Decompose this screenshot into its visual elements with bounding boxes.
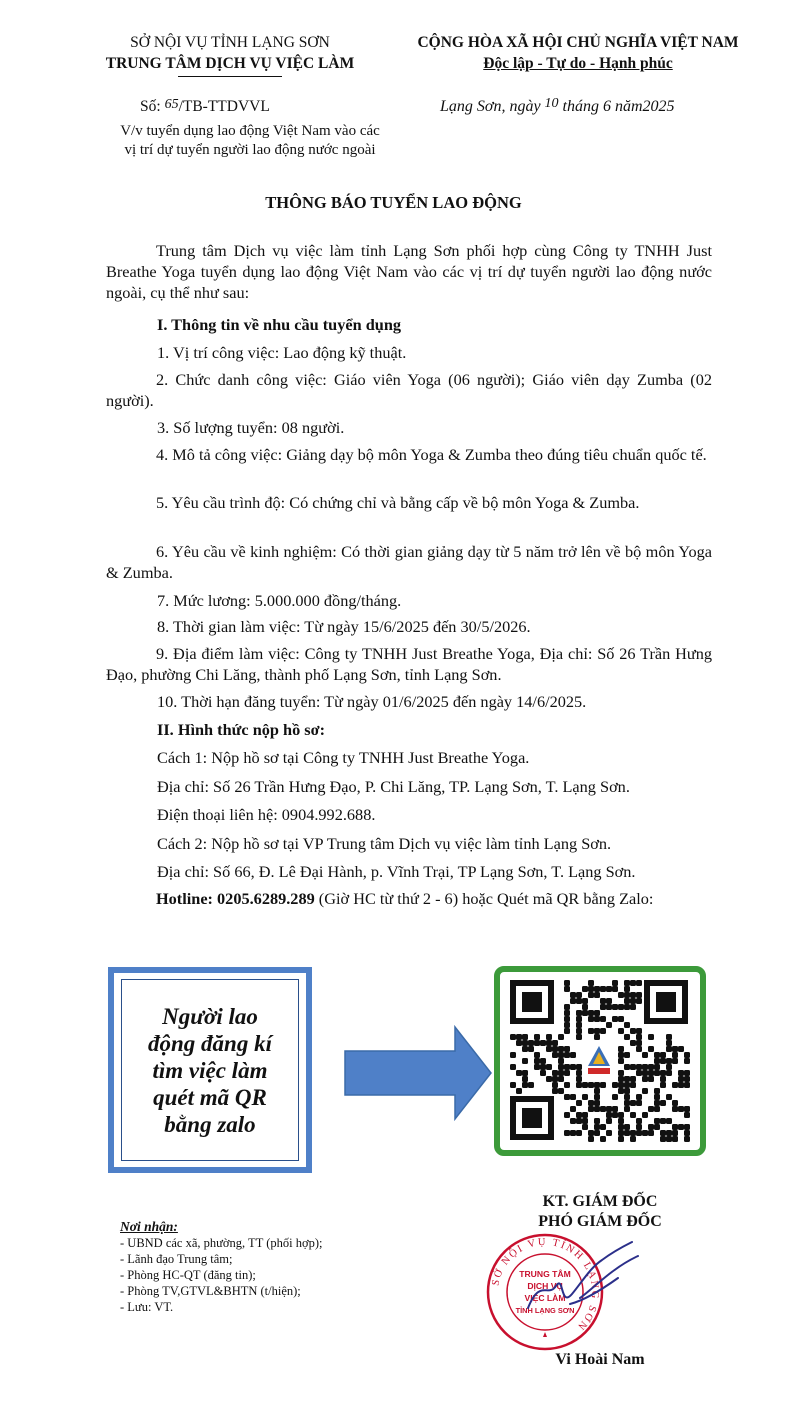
qr-instruction-text: Người lao động đăng kí tìm việc làm quét mã QR bằng zalo <box>148 1003 272 1137</box>
qr-instruction-inner <box>121 979 299 1161</box>
country-name: CỘNG HÒA XÃ HỘI CHỦ NGHĨA VIỆT NAM <box>417 34 739 51</box>
list-item: 3. Số lượng tuyển: 08 người. <box>157 418 345 437</box>
recipient-item: - Lãnh đạo Trung tâm; <box>120 1252 233 1266</box>
method-2-address: Địa chỉ: Số 66, Đ. Lê Đại Hành, p. Vĩnh Trại, TP Lạng Sơn, T. Lạng Sơn. <box>157 862 636 881</box>
document-date <box>440 98 675 116</box>
hotline-number: Hotline: 0205.6289.289 <box>156 889 315 908</box>
stamp-line-1: TRUNG TÂM <box>519 1269 571 1279</box>
section-1-heading: I. Thông tin về nhu cầu tuyển dụng <box>157 315 402 334</box>
document-number <box>140 98 270 116</box>
doc-no-value: 65 <box>164 97 179 112</box>
signature-title-2: PHÓ GIÁM ĐỐC <box>538 1213 662 1230</box>
list-item: 1. Vị trí công việc: Lao động kỹ thuật. <box>157 343 407 362</box>
hotline-paragraph <box>106 888 712 909</box>
method-2: Cách 2: Nộp hồ sơ tại VP Trung tâm Dịch vụ việc làm tỉnh Lạng Sơn. <box>157 834 612 853</box>
method-1-address: Địa chỉ: Số 26 Trần Hưng Đạo, P. Chi Lăng, TP. Lạng Sơn, T. Lạng Sơn. <box>157 777 630 796</box>
doc-no-prefix: Số: <box>140 98 161 115</box>
list-item: 6. Yêu cầu về kinh nghiệm: Có thời gian giảng dạy từ 5 năm trở lên về bộ môn Yoga & Zumba. <box>106 542 712 582</box>
stamp-line-2: DỊCH VỤ <box>527 1281 563 1291</box>
hotline-note: (Giờ HC từ thứ 2 - 6) hoặc Quét mã QR bằng Zalo: <box>314 889 654 908</box>
agency-header <box>60 32 400 74</box>
recipients <box>120 1219 322 1315</box>
qr-code[interactable] <box>508 978 692 1144</box>
recipient-item: - Phòng HC-QT (đăng tin); <box>120 1268 256 1282</box>
subject-line-1: V/v tuyển dụng lao động Việt Nam vào các <box>120 123 380 139</box>
method-1: Cách 1: Nộp hồ sơ tại Công ty TNHH Just Breathe Yoga. <box>157 748 530 767</box>
recipient-item: - UBND các xã, phường, TT (phối hợp); <box>120 1236 323 1250</box>
recipients-heading: Nơi nhận: <box>120 1219 178 1234</box>
signer-name: Vi Hoài Nam <box>555 1351 645 1368</box>
date-prefix: Lạng Sơn, ngày <box>440 98 541 115</box>
list-item: 8. Thời gian làm việc: Từ ngày 15/6/2025 đến 30/5/2026. <box>157 617 531 636</box>
list-item: 9. Địa điểm làm việc: Công ty TNHH Just Breathe Yoga, Địa chỉ: Số 26 Trần Hưng Đạo, phường Chi Lăng, thành phố Lạng Sơn, tỉnh Lạng Sơn. <box>106 644 712 684</box>
agency-name: TRUNG TÂM DỊCH VỤ VIỆC LÀM <box>105 55 355 72</box>
country-header <box>395 32 761 74</box>
agency-underline <box>178 76 282 77</box>
logo-icon <box>584 1042 614 1078</box>
signature-title <box>500 1192 700 1232</box>
stamp-ring-text: SỞ NỘI VỤ TỈNH LẠNG SƠN <box>490 1236 601 1333</box>
right-arrow-icon <box>343 1025 495 1121</box>
motto: Độc lập - Tự do - Hạnh phúc <box>483 55 673 72</box>
date-day: 10 <box>544 96 559 111</box>
date-suffix: tháng 6 năm2025 <box>562 98 675 115</box>
agency-parent: SỞ NỘI VỤ TỈNH LẠNG SƠN <box>130 34 330 51</box>
intro-paragraph: Trung tâm Dịch vụ việc làm tỉnh Lạng Sơn phối hợp cùng Công ty TNHH Just Breathe Yoga tuyển dụng lao động Việt Nam vào các vị trí dự tuyển người lao động nước ngoài, cụ thể như sau: <box>106 241 712 302</box>
list-item: 2. Chức danh công việc: Giáo viên Yoga (06 người); Giáo viên dạy Zumba (02 người). <box>106 370 712 410</box>
list-item: 7. Mức lương: 5.000.000 đồng/tháng. <box>157 591 402 610</box>
list-item: 10. Thời hạn đăng tuyển: Từ ngày 01/6/2025 đến ngày 14/6/2025. <box>157 692 587 711</box>
list-item: 5. Yêu cầu trình độ: Có chứng chỉ và bằng cấp về bộ môn Yoga & Zumba. <box>156 493 640 512</box>
stamp-line-4: TỈNH LẠNG SƠN <box>515 1306 575 1315</box>
subject-line-2: vị trí dự tuyển người lao động nước ngoài <box>124 142 376 158</box>
list-item: 4. Mô tả công việc: Giảng dạy bộ môn Yoga & Zumba theo đúng tiêu chuẩn quốc tế. <box>156 445 707 464</box>
recipient-item: - Phòng TV,GTVL&BHTN (t/hiện); <box>120 1284 301 1298</box>
handwritten-signature <box>520 1238 650 1328</box>
document-title: THÔNG BÁO TUYỂN LAO ĐỘNG <box>265 193 522 212</box>
method-1-phone: Điện thoại liên hệ: 0904.992.688. <box>157 805 376 824</box>
signature-title-1: KT. GIÁM ĐỐC <box>542 1193 658 1210</box>
doc-no-suffix: /TB-TTDVVL <box>178 98 270 115</box>
section-2-heading: II. Hình thức nộp hồ sơ: <box>157 720 326 739</box>
document-subject <box>100 122 400 160</box>
recipient-item: - Lưu: VT. <box>120 1300 174 1314</box>
stamp-line-3: VIỆC LÀM <box>524 1293 566 1303</box>
